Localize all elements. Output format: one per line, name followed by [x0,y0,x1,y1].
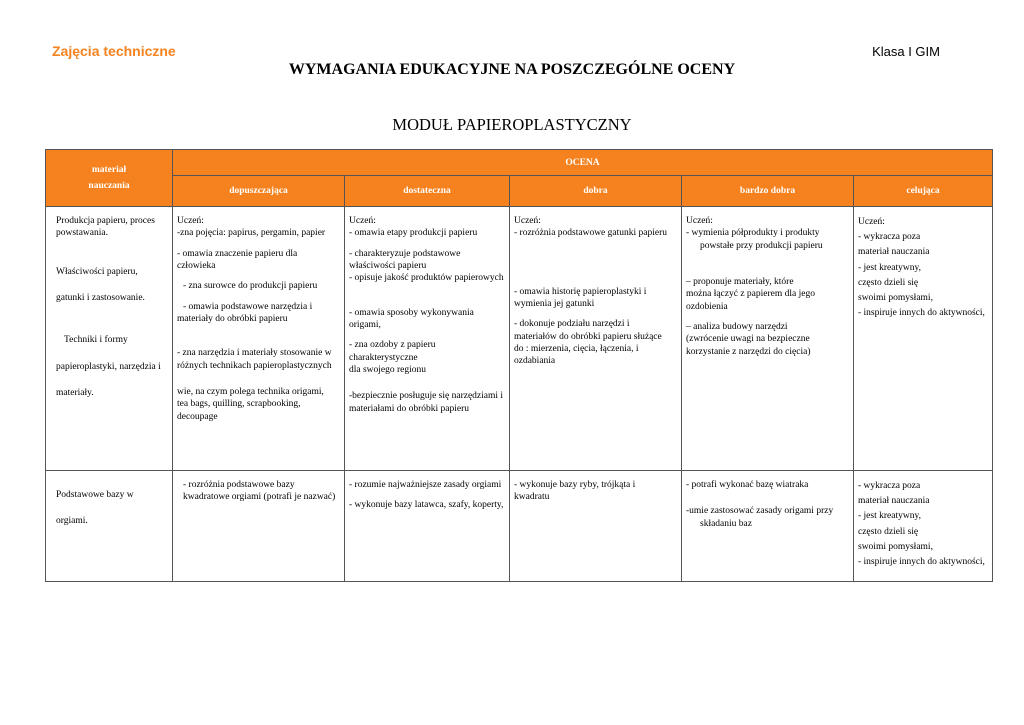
text-line: gatunki i zastosowanie. [56,293,145,304]
subject-label: Zajęcia techniczne [52,43,176,59]
text-line: materiał nauczania [858,247,930,258]
text-line: - omawia sposoby wykonywania origami, [349,307,474,331]
row2-dopuszczajaca [173,471,345,582]
text-line: - potrafi wykonać bazę wiatraka [686,480,809,490]
module-title: MODUŁ PAPIEROPLASTYCZNY [392,115,632,134]
text-line: składaniu baz [700,518,752,529]
text-line: - charakteryzuje podstawowe [349,248,461,259]
text-line: kwadratowe orgiami (potrafi je nazwać) [183,492,336,503]
text-line: - omawia znaczenie papieru dla [177,248,298,259]
text-line: - wykracza poza [858,481,921,491]
row1-dopuszczajaca [173,207,345,471]
text-line: właściwości papieru [349,261,427,272]
text-line: wie, na czym polega technika origami, [177,387,324,398]
class-label: Klasa I GIM [872,44,940,59]
text-line: - jest kreatywny, [858,262,921,273]
grade-bardzo-dobra: bardzo dobra [682,176,854,207]
text-line: - wykracza poza [858,232,921,243]
text-line: Uczeń: [858,217,885,227]
text-line: - wykonuje bazy ryby, trójkąta i [514,480,636,490]
text-line: powstawania. [56,228,108,239]
text-line: Uczeń: [349,216,376,226]
text-line: materiał nauczania [858,496,930,507]
requirements-table [45,149,993,582]
row2-material [46,471,173,582]
row1-material [46,207,173,471]
text-line: - rozróżnia podstawowe bazy [183,480,295,490]
text-line: -bezpiecznie posługuje się narzędziami i [349,391,504,402]
text-line: (zwrócenie uwagi na bezpieczne [686,334,810,345]
text-line: – proponuje materiały, które [686,277,794,288]
text-line: swoimi pomysłami, [858,292,933,303]
row1-dobra [510,207,682,471]
text-line: swoimi pomysłami, [858,541,933,552]
text-line: Produkcja papieru, proces [56,216,155,226]
grade-celujaca: celująca [854,176,993,207]
header-material [46,150,173,207]
text-line: -zna pojęcia: papirus, pergamin, papier [177,228,326,239]
grade-dostateczna: dostateczna [345,176,510,207]
text-line: materiałów do obróbki papieru służące [514,331,662,342]
text-line: - opisuje jakość produktów papierowych [349,273,504,284]
text-line: różnych technikach papieroplastycznych [177,360,332,371]
text-line: - rozróżnia podstawowe gatunki papieru [514,228,668,239]
text-line: materiały do obróbki papieru [177,314,288,325]
text-line: człowieka [177,261,216,272]
text-line: - omawia historię papieroplastyki i [514,286,647,297]
text-line: - rozumie najważniejsze zasady orgiami [349,480,502,490]
table-row [46,207,993,471]
text-line: do : mierzenia, cięcia, łączenia, i [514,344,639,355]
text-line: często dzieli się [858,526,919,537]
row1-celujaca [854,207,993,471]
text-line: orgiami. [56,516,88,527]
text-line: ozdobienia [686,301,728,312]
text-line: - zna narzędzia i materiały stosowanie w [177,348,332,359]
text-line: Uczeń: [686,216,713,226]
page-title: WYMAGANIA EDUKACYJNE NA POSZCZEGÓLNE OCENY [288,61,736,78]
text-line: - inspiruje innych do aktywności, [858,556,985,567]
text-line: materiały. [56,388,94,399]
text-line: Właściwości papieru, [56,266,138,277]
text-line: - jest kreatywny, [858,511,921,522]
text-line: dla swojego regionu [349,365,427,376]
text-line: powstałe przy produkcji papieru [700,240,823,251]
grade-dobra: dobra [510,176,682,207]
table-row [46,471,993,582]
text-line: - zna surowce do produkcji papieru [183,281,318,292]
text-line: - omawia etapy produkcji papieru [349,228,478,239]
text-line: decoupage [177,411,218,422]
header-material-line2: nauczania [88,181,130,191]
text-line: można łączyć z papierem dla jego [686,289,815,300]
text-line: - dokonuje podziału narzędzi i [514,319,630,330]
text-line: często dzieli się [858,277,919,288]
text-line: - wykonuje bazy latawca, szafy, koperty, [349,500,504,511]
text-line: - zna ozdoby z papieru charakterystyczne [349,340,436,363]
row1-dostateczna [345,207,510,471]
text-line: wymienia jej gatunki [514,299,595,310]
row2-dobra [510,471,682,582]
text-line: korzystanie z narzędzi do cięcia) [686,346,811,357]
text-line: Techniki i formy [64,335,128,346]
row2-dostateczna [345,471,510,582]
grade-dopuszczajaca: dopuszczająca [173,176,345,207]
text-line: Uczeń: [514,216,541,226]
text-line: Uczeń: [177,216,204,226]
text-line: Podstawowe bazy w [56,490,134,500]
text-line: - omawia podstawowe narzędzia i [183,301,313,312]
text-line: tea bags, quilling, scrapbooking, [177,399,301,410]
text-line: papieroplastyki, narzędzia i [56,361,161,372]
text-line: materiałami do obróbki papieru [349,403,470,414]
text-line: kwadratu [514,492,550,503]
row2-bardzo-dobra [682,471,854,582]
text-line: ozdabiania [514,356,556,367]
text-line: - inspiruje innych do aktywności, [858,308,985,319]
text-line: - wymienia półprodukty i produkty [686,228,820,239]
row1-bardzo-dobra [682,207,854,471]
header-material-line1: materiał [91,165,127,175]
header-ocena: OCENA [173,150,993,176]
row2-celujaca [854,471,993,582]
text-line: -umie zastosować zasady origami przy [686,506,834,517]
text-line: – analiza budowy narzędzi [686,322,788,333]
